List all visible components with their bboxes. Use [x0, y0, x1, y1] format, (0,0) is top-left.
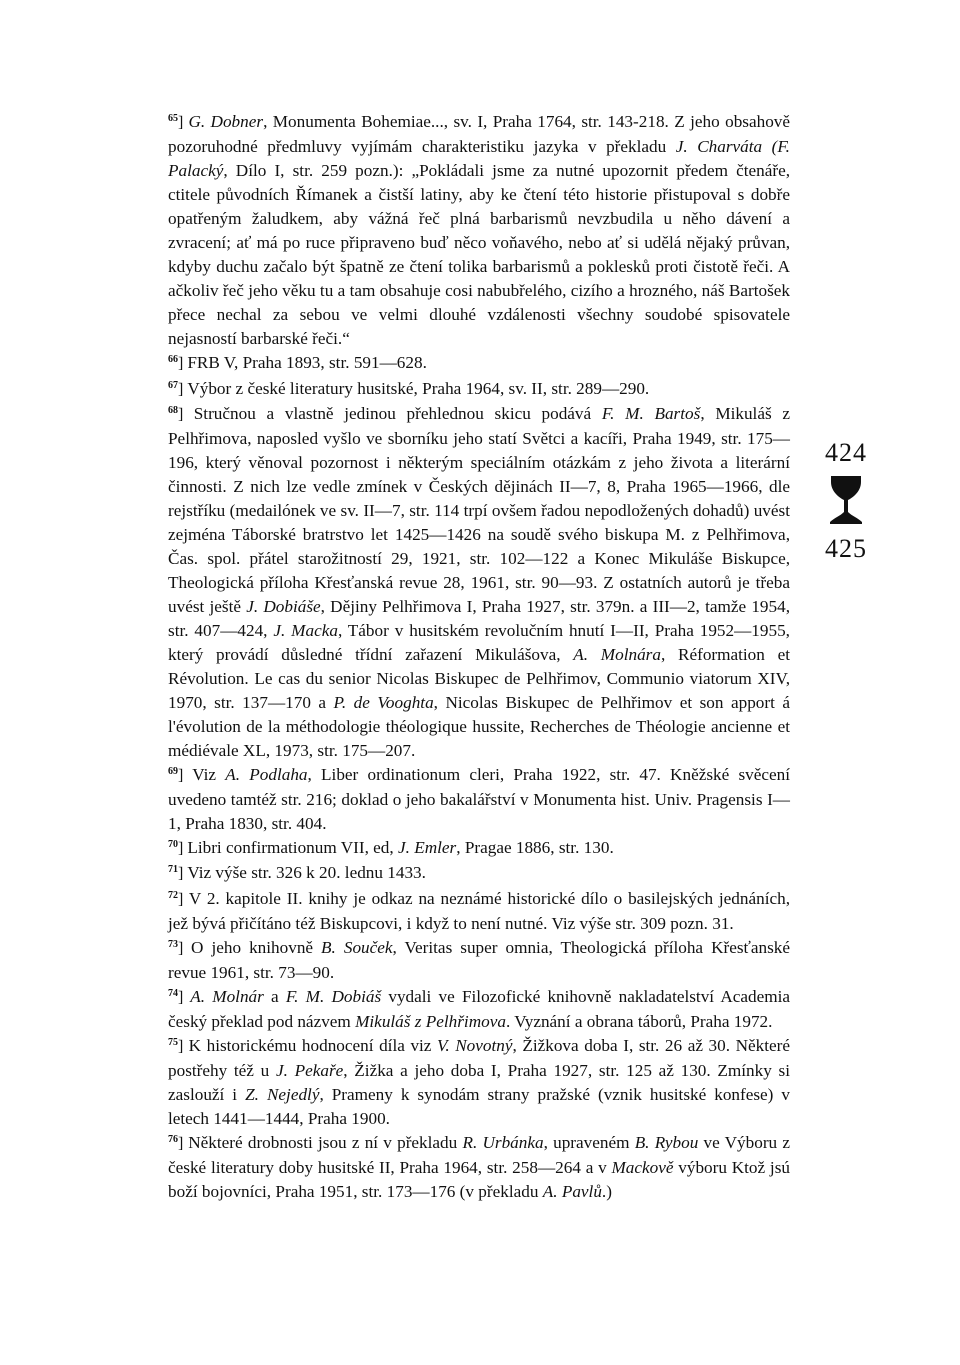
- footnote-italic-text: J. Charváta (F. Palacký: [168, 137, 790, 181]
- footnote-text: , Prameny k synodám strany pražské (vznik husitské konfese) v letech 1441—1444, Praha 1900.: [168, 1084, 790, 1128]
- footnote-67: [168, 377, 790, 402]
- footnote-italic-text: A. Molnára: [573, 645, 661, 665]
- footnote-text: a: [263, 986, 286, 1006]
- footnote-bracket: ]: [178, 380, 188, 398]
- page-number-left: 424: [825, 438, 867, 467]
- footnote-italic-text: F. M. Dobiáš: [285, 986, 382, 1006]
- footnote-bracket: ]: [178, 988, 191, 1006]
- footnote-bracket: ]: [178, 355, 188, 373]
- footnotes-column: [168, 110, 790, 1204]
- footnote-italic-text: B. Souček: [321, 937, 393, 957]
- footnote-number: 71: [168, 864, 178, 876]
- footnote-number: 76: [168, 1133, 178, 1145]
- footnote-italic-text: J. Macka: [273, 620, 338, 640]
- footnote-number: 75: [168, 1036, 178, 1048]
- footnote-italic-text: Mikuláš z Pelhřimova: [355, 1011, 506, 1031]
- footnote-bracket: ]: [178, 1134, 189, 1152]
- footnote-71: [168, 861, 790, 886]
- footnote-text: O jeho knihovně: [191, 937, 322, 957]
- footnote-bracket: ]: [178, 114, 189, 131]
- footnote-text: . Vyznání a obrana táborů, Praha 1972.: [505, 1011, 773, 1031]
- footnote-text: vydali ve Filozofické knihovně nakladatelství Academia český překlad pod názvem: [168, 986, 791, 1031]
- chalice-icon: [828, 474, 864, 530]
- footnote-text: ve Výboru z české literatury doby husitské II, Praha 1964, str. 258—264 a v: [168, 1132, 790, 1178]
- footnote-italic-text: A. Podlaha: [225, 765, 308, 785]
- footnote-75: [168, 1034, 790, 1131]
- footnote-italic-text: R. Urbánka: [462, 1132, 544, 1152]
- footnote-text: , Tábor v husitském revolučním hnutí I—II, Praha 1952—1955, který provádí důsledné třídní zařazení Mikulášova,: [168, 620, 790, 665]
- footnote-text: , Žižka a jeho doba I, Praha 1927, str. 125 až 130. Zmínky si zaslouží i: [168, 1060, 790, 1104]
- footnote-number: 68: [168, 404, 178, 416]
- footnote-text: , Réformation et Révolution. Le cas du senior Nicolas Biskupec de Pelhřimov, Communio viatorum XIV, 1970, str. 137—170 a: [168, 645, 791, 713]
- footnote-text: FRB V, Praha 1893, str. 591—628.: [187, 353, 427, 373]
- footnote-italic-text: A. Molnár: [190, 986, 264, 1006]
- footnote-text: Viz výše str. 326 k 20. lednu 1433.: [187, 863, 426, 883]
- footnote-italic-text: J. Pekaře: [275, 1060, 344, 1080]
- page-number-right: 425: [825, 534, 867, 563]
- footnote-text: , Mikuláš z Pelhřimova, naposled vyšlo ve sborníku jeho statí Světci a kacíři, Praha 1949, str. 175—196, který věnoval pozornost i některým speciálním otázkám z jeho života a literární činnosti. Z nich lze vedle zmínek v Českých dějinách II—7, 8, Praha 1965—1966, dle rejstříku (medailónek ve sv. II—7, str. 114 trpí ovšem řadou nepodložených dohadů) uvést zejména Táborské bratrstvo let 1425—1426 na soudě svého biskupa M. z Pelhřimova, Čas. spol. přátel starožitností 29, 1921, str. 102—122 a Konec Mikuláše Biskupce, Theologická příloha Křesťanská revue 28, 1961, str. 90—93. Z ostatních autorů je třeba uvést ještě: [168, 403, 790, 616]
- footnote-text: , Pragae 1886, str. 130.: [456, 838, 614, 858]
- footnote-72: [168, 887, 790, 936]
- footnote-number: 66: [168, 354, 178, 366]
- footnote-text: , upraveném: [543, 1132, 635, 1152]
- footnote-number: 72: [168, 889, 178, 901]
- footnote-text: Libri confirmationum VII, ed,: [187, 838, 398, 858]
- footnote-number: 67: [168, 379, 178, 391]
- footnote-74: [168, 985, 790, 1034]
- footnote-number: 73: [168, 938, 178, 950]
- footnote-italic-text: F. M. Bartoš: [601, 403, 701, 423]
- footnote-italic-text: Mackově: [611, 1158, 674, 1178]
- footnote-text: .): [601, 1182, 612, 1202]
- footnote-text: , Žižkova doba I, str. 26 až 30. Některé postřehy též u: [168, 1035, 790, 1080]
- footnote-number: 69: [168, 766, 178, 778]
- footnote-text: , Liber ordinationum cleri, Praha 1922, str. 47. Kněžské svěcení uvedeno tamtéž str. 216; doklad o jeho bakalářství v Monumenta hist. Univ. Pragensis I—1, Praha 1830, str. 404.: [168, 765, 790, 834]
- footnote-italic-text: Z. Nejedlý: [245, 1084, 320, 1104]
- footnote-text: , Monumenta Bohemiae..., sv. I, Praha 1764, str. 143-218. Z jeho obsahově pozoruhodné předmluvy vyjímám charakteristiku jazyka v překladu: [168, 112, 791, 157]
- footnote-italic-text: A. Pavlů: [542, 1182, 602, 1202]
- footnote-number: 74: [168, 987, 178, 999]
- footnote-text: Výbor z české literatury husitské, Praha 1964, sv. II, str. 289—290.: [187, 378, 650, 398]
- footnote-italic-text: G. Dobner: [188, 112, 264, 131]
- footnote-text: V 2. kapitole II. knihy je odkaz na neznámé historické dílo o basilejských jednáních, jež bývá přičítáno též Biskupcovi, i když to není nutné. Viz výše str. 309 pozn. 31.: [168, 888, 790, 933]
- footnote-66: [168, 351, 790, 376]
- margin-page-marker: [806, 438, 886, 564]
- footnote-70: [168, 836, 790, 861]
- footnote-italic-text: J. Dobiáše: [246, 596, 321, 616]
- footnote-number: 65: [168, 113, 178, 124]
- footnote-text: výboru Ktož jsú boží bojovníci, Praha 1951, str. 173—176 (v překladu: [168, 1158, 790, 1202]
- footnote-76: [168, 1131, 790, 1204]
- footnote-65: [168, 110, 790, 351]
- footnote-bracket: ]: [178, 405, 194, 423]
- footnote-bracket: ]: [178, 1037, 189, 1055]
- footnote-bracket: ]: [178, 865, 188, 883]
- footnote-bracket: ]: [178, 939, 192, 957]
- footnote-69: [168, 763, 790, 836]
- footnote-text: , Dílo I, str. 259 pozn.): „Pokládali jsme za nutné upozornit předem čtenáře, ctitele původních Římanek a čistší latiny, aby ke čtení této historie přistupoval s dobře opatřeným žaludkem, aby vážná řeč plná barbarismů nevzbudila u něho dávení a zvracení; ať má po ruce připraveno buď něco voňavého, nebo ať si udělá nějaký průvan, kdyby duchu začalo být špatně ze čtení tolika barbarismů a poklesků proti čistotě řeči. A ačkoliv řeč jeho věku tu a tam obsahuje cosi nabubřelého, cizího a hrozného, náš Bartošek přece nechal za sebou ve velmi dlouhé vzdálenosti všechny soudobé spisovatele nejasností barbarské řeči.“: [168, 161, 790, 349]
- footnote-text: Stručnou a vlastně jedinou přehlednou skicu podává: [193, 403, 602, 423]
- footnote-italic-text: P. de Vooghta: [333, 693, 434, 713]
- footnote-73: [168, 936, 790, 985]
- footnote-text: , Nicolas Biskupec de Pelhřimov et son apport á l'évolution de la méthodologie théologique hussite, Recherches de Théologie ancienne et médiévale XL, 1973, str. 175—207.: [168, 693, 790, 761]
- footnote-bracket: ]: [178, 840, 188, 858]
- footnote-68: [168, 402, 790, 764]
- footnote-italic-text: B. Rybou: [634, 1132, 699, 1152]
- footnote-text: Viz: [192, 765, 226, 785]
- footnote-text: Některé drobnosti jsou z ní v překladu: [188, 1132, 463, 1152]
- footnote-text: , Dějiny Pelhřimova I, Praha 1927, str. 379n. a III—2, tamže 1954, str. 407—424,: [168, 596, 790, 640]
- footnote-text: K historickému hodnocení díla viz: [188, 1035, 438, 1055]
- footnote-number: 70: [168, 839, 178, 851]
- footnote-bracket: ]: [178, 890, 189, 908]
- footnote-italic-text: J. Emler: [397, 838, 457, 858]
- footnote-bracket: ]: [178, 767, 193, 785]
- footnote-italic-text: V. Novotný: [437, 1035, 513, 1055]
- footnote-text: , Veritas super omnia, Theologická příloha Křesťanské revue 1961, str. 73—90.: [168, 937, 790, 982]
